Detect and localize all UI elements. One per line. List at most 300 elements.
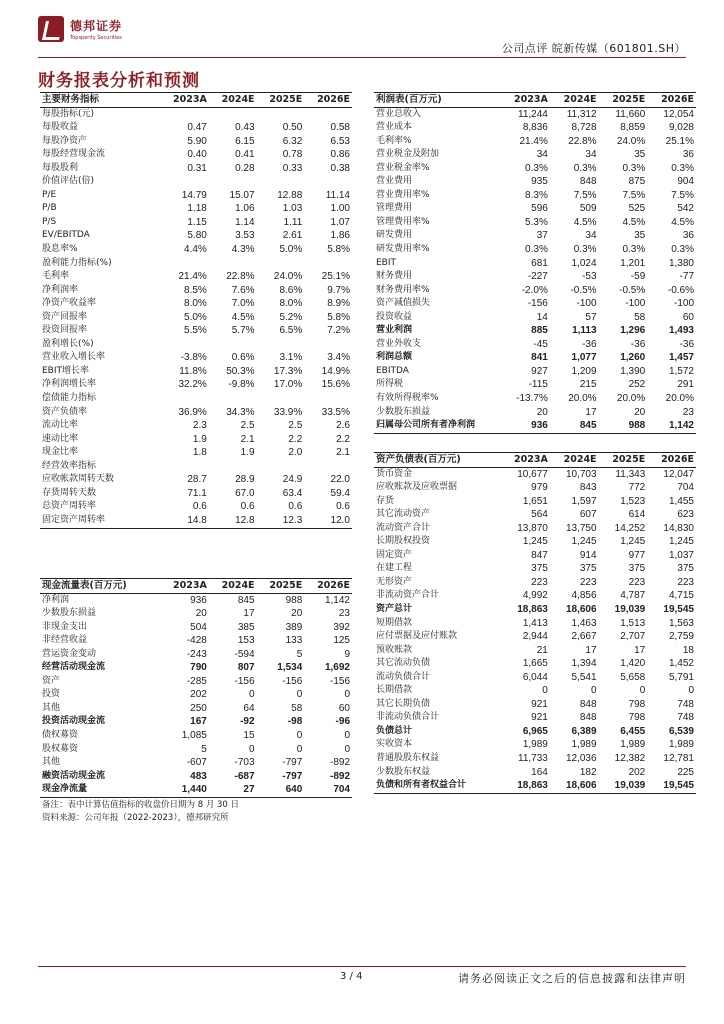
year-header: 2026E [304, 93, 352, 108]
row-value: -115 [528, 379, 548, 391]
table-row [374, 229, 696, 243]
row-value [304, 107, 352, 121]
row-value: 0 [639, 685, 646, 697]
row-value: 1,390 [620, 365, 646, 377]
table-row [40, 311, 352, 325]
row-value: -243 [186, 648, 207, 660]
row-value: 0.40 [187, 149, 207, 161]
row-value: 71.1 [187, 487, 207, 499]
row-value: 24.0% [616, 135, 646, 147]
table-row [374, 535, 696, 549]
row-value: 935 [531, 176, 548, 188]
row-value: 1,563 [668, 617, 694, 629]
table-row [40, 135, 352, 149]
report-type-and-ticker: 公司点评 皖新传媒（601801.SH） [501, 42, 686, 55]
row-value [257, 257, 305, 271]
row-value: 1,692 [324, 662, 350, 674]
row-value: 8,836 [522, 122, 548, 134]
row-value: 6.53 [330, 135, 350, 147]
table-row [374, 603, 696, 617]
row-value: 1,085 [181, 730, 207, 742]
row-value: 0.38 [330, 162, 350, 174]
row-value: 11,312 [566, 108, 597, 120]
row-value: 0.6 [336, 501, 350, 513]
row-label: 其它流动资产 [376, 509, 431, 520]
table-row [374, 378, 696, 392]
year-header: 2024E [550, 453, 599, 468]
year-header: 2025E [257, 93, 305, 108]
row-label: 普通股股东权益 [376, 753, 440, 764]
table-row [40, 351, 352, 365]
row-label: 存货 [376, 495, 395, 506]
row-value: 17.3% [273, 365, 303, 377]
row-value: 153 [237, 635, 255, 647]
row-value: -36 [630, 338, 646, 350]
row-label: 经营效率指标 [42, 460, 97, 471]
table-row [374, 562, 696, 576]
row-value: 36 [682, 149, 694, 161]
table-row [374, 216, 696, 230]
row-value: 1.14 [235, 216, 255, 228]
table-row [40, 338, 352, 352]
table-row [40, 392, 352, 406]
row-label: 短期借款 [376, 617, 413, 628]
table-row [40, 487, 352, 501]
row-value [209, 257, 257, 271]
row-value: 1.9 [240, 447, 255, 459]
row-value: 6.15 [235, 135, 255, 147]
row-value: -0.5% [570, 284, 597, 296]
row-value: 6,389 [571, 725, 597, 737]
row-label: 盈利增长(%) [42, 338, 94, 349]
row-value: 8,859 [620, 122, 646, 134]
row-value [304, 392, 352, 406]
row-value: 375 [531, 563, 548, 575]
row-value [304, 338, 352, 352]
table-row [374, 671, 696, 685]
row-value: 1,142 [668, 420, 694, 432]
row-value: 64 [243, 702, 255, 714]
valuation-note: 备注：表中计算估值指标的收盘价日期为 8 月 30 日 [42, 800, 240, 810]
table-row [374, 752, 696, 766]
row-value: 607 [579, 509, 597, 521]
row-value: 2,759 [668, 631, 694, 643]
row-label: 每股指标(元) [42, 108, 95, 119]
row-value: 0 [296, 730, 303, 742]
table-row [374, 630, 696, 644]
row-label: 固定资产 [376, 549, 413, 560]
row-label: 净利润 [42, 594, 70, 605]
row-value: 21.4% [178, 271, 207, 283]
table-row [40, 378, 352, 392]
row-value: 1,245 [522, 536, 548, 548]
row-value: 0 [344, 689, 350, 701]
row-value: 914 [579, 549, 597, 561]
row-value: 921 [531, 698, 548, 710]
row-value: 2.5 [288, 420, 303, 432]
row-value: 60 [682, 311, 694, 323]
row-value: 2,707 [620, 631, 646, 643]
row-value: 11,660 [615, 108, 646, 120]
row-label: 非现金支出 [42, 621, 88, 632]
row-value: 1,296 [620, 325, 646, 337]
row-value: 1,989 [571, 739, 597, 751]
row-label: 融资活动现金流 [42, 770, 106, 781]
row-value: 1,665 [522, 658, 548, 670]
row-value: 4.3% [231, 244, 255, 256]
row-value: 125 [333, 635, 350, 647]
table-row [40, 202, 352, 216]
table-row [40, 607, 352, 621]
table-row [374, 467, 696, 481]
row-value: 223 [677, 576, 694, 588]
row-value: 37 [536, 230, 548, 242]
row-value: 3.53 [235, 230, 255, 242]
row-value: 22.8% [568, 135, 597, 147]
table-row [40, 433, 352, 447]
row-label: EBITDA [376, 365, 409, 376]
row-value: 509 [579, 203, 597, 215]
row-value: 7.5% [671, 189, 694, 201]
table-row [40, 121, 352, 135]
row-label: 长期借款 [376, 685, 413, 696]
row-value: 748 [677, 712, 694, 724]
row-label: 每股收益 [42, 122, 79, 133]
row-label: 投资 [42, 689, 61, 700]
row-value: 5 [201, 743, 207, 755]
row-value: 375 [579, 563, 597, 575]
row-value [209, 392, 257, 406]
row-value: 0.47 [187, 122, 207, 134]
row-value: 167 [190, 716, 207, 728]
row-value: 904 [677, 176, 694, 188]
row-value: -2.0% [521, 284, 548, 296]
row-label: EBIT [376, 257, 397, 268]
row-value: 215 [579, 379, 597, 391]
table-row [374, 406, 696, 420]
row-label: 非经营收益 [42, 635, 88, 646]
row-value: 0 [542, 685, 548, 697]
table-header-label: 资产负债表(百万元) [374, 453, 500, 468]
row-value: -98 [287, 716, 303, 728]
row-value: -3.8% [180, 352, 207, 364]
row-value: 385 [237, 621, 255, 633]
year-header: 2025E [599, 453, 648, 468]
data-source: 资料来源：公司年报（2022-2023），德邦研究所 [42, 813, 229, 823]
row-label: 现金比率 [42, 447, 79, 458]
row-value: 20 [195, 608, 207, 620]
row-value: 35 [634, 230, 646, 242]
row-value: 0 [296, 743, 303, 755]
row-label: 现金净流量 [42, 784, 88, 795]
row-value: 12,047 [663, 468, 694, 480]
row-label: 总资产周转率 [42, 501, 97, 512]
row-value: 0 [248, 743, 255, 755]
row-value: 17 [585, 644, 597, 656]
table-row [40, 162, 352, 176]
row-value [257, 392, 305, 406]
row-value: 223 [531, 576, 548, 588]
row-value [160, 257, 209, 271]
row-value: 1.8 [192, 447, 207, 459]
row-value: -45 [533, 338, 548, 350]
row-value: 11.14 [325, 189, 350, 201]
row-value: 6,965 [522, 725, 548, 737]
table-row [374, 162, 696, 176]
row-label: 价值评估(倍) [42, 176, 95, 187]
row-value: 14.79 [181, 189, 207, 201]
row-value: 57 [585, 311, 597, 323]
row-value: 4,992 [522, 590, 548, 602]
table-row [374, 270, 696, 284]
row-value: 6,455 [620, 725, 646, 737]
row-value: 8.5% [184, 284, 207, 296]
row-value: 0.6% [231, 352, 255, 364]
row-value: 15 [243, 730, 255, 742]
row-value: 9.7% [327, 284, 350, 296]
row-value: 20 [536, 406, 548, 418]
row-value: 3.1% [279, 352, 303, 364]
row-value: 19,039 [614, 604, 646, 616]
row-value: -36 [582, 338, 597, 350]
row-value: 34 [585, 149, 597, 161]
key-indicators-table [40, 92, 352, 529]
table-row [40, 661, 352, 675]
cash-flow-table [40, 578, 352, 798]
row-value: 5,791 [668, 671, 694, 683]
row-value: 748 [677, 698, 694, 710]
year-header: 2024E [209, 93, 257, 108]
row-label: 其它长期负债 [376, 698, 431, 709]
table-row [374, 135, 696, 149]
row-label: 毛利率 [42, 271, 70, 282]
row-value: 848 [579, 712, 597, 724]
row-value: -100 [625, 298, 646, 310]
row-value: -53 [582, 271, 597, 283]
row-value: 1.07 [330, 216, 350, 228]
table-header-label: 主要财务指标 [40, 93, 160, 108]
row-label: 非流动资产合计 [376, 590, 440, 601]
row-value: 14,252 [614, 522, 646, 534]
row-value: 2.0 [288, 447, 303, 459]
row-value: 988 [285, 594, 303, 606]
table-row [40, 473, 352, 487]
row-value: 704 [333, 784, 350, 796]
row-value: 58 [634, 311, 646, 323]
table-row [374, 257, 696, 271]
table-row [40, 175, 352, 189]
row-value: -96 [335, 716, 350, 728]
row-value: 18 [682, 644, 694, 656]
row-value: 1,413 [522, 617, 548, 629]
row-value: 20 [291, 608, 303, 620]
row-value: 0 [296, 689, 303, 701]
row-value: 10,703 [565, 468, 597, 480]
row-value: -607 [186, 757, 207, 769]
row-value: 35 [634, 149, 646, 161]
table-row [40, 770, 352, 784]
table-row [40, 270, 352, 284]
row-value: -13.7% [516, 393, 548, 405]
row-value: 1,024 [571, 257, 597, 269]
row-value: -59 [630, 271, 646, 283]
table-row [374, 522, 696, 536]
logo-mark-icon [38, 16, 64, 42]
row-value: 0.3% [573, 244, 597, 256]
row-value: 1,440 [181, 784, 207, 796]
row-value: 5 [296, 648, 303, 660]
row-value: 7.0% [231, 298, 255, 310]
row-label: 资产回报率 [42, 311, 88, 322]
row-label: 无形资产 [376, 576, 413, 587]
row-value: -428 [186, 635, 207, 647]
year-header: 2025E [599, 93, 648, 108]
row-value: -156 [527, 298, 548, 310]
row-label: 营业税金及附加 [376, 149, 440, 160]
row-value: 22.8% [226, 271, 255, 283]
row-value: 20 [634, 406, 646, 418]
table-row [374, 698, 696, 712]
row-value: 14.8 [187, 514, 207, 526]
row-value: 0.33 [282, 162, 303, 174]
row-value: 18,863 [517, 604, 548, 616]
row-value: -892 [329, 770, 350, 782]
table-row [40, 688, 352, 702]
table-row [40, 500, 352, 514]
row-value: 8.3% [525, 189, 548, 201]
row-value: 6.32 [282, 135, 303, 147]
row-value: 2.3 [192, 420, 207, 432]
row-value: -156 [282, 675, 303, 687]
row-value: 34 [536, 149, 548, 161]
row-value [304, 175, 352, 189]
row-value: -156 [234, 675, 255, 687]
row-label: 长期股权投资 [376, 536, 431, 547]
row-value: 2.5 [240, 420, 255, 432]
table-row [40, 783, 352, 797]
row-value: -797 [282, 770, 303, 782]
row-value: 12,382 [614, 753, 646, 765]
row-label: 应付票据及应付账款 [376, 631, 458, 642]
table-row [374, 121, 696, 135]
row-value: 58 [291, 702, 303, 714]
row-value: 2.1 [240, 433, 255, 445]
row-value: 988 [628, 420, 646, 432]
row-value: -100 [576, 298, 597, 310]
row-value: 21 [536, 644, 548, 656]
table-row [374, 766, 696, 780]
table-row [40, 406, 352, 420]
table-row [40, 189, 352, 203]
row-value [257, 175, 305, 189]
table-row [40, 446, 352, 460]
row-value: 19,545 [663, 780, 694, 792]
row-value: 1.11 [283, 216, 303, 228]
row-value: 807 [237, 662, 255, 674]
row-value [160, 175, 209, 189]
row-value: 5.5% [184, 325, 207, 337]
row-label: 营业费用 [376, 176, 413, 187]
table-row [374, 365, 696, 379]
table-row [40, 107, 352, 121]
row-value: 59.4 [330, 487, 350, 499]
table-row [40, 324, 352, 338]
row-label: 营业总收入 [376, 108, 422, 119]
logo-name-en: Topsperity Securities [70, 35, 122, 41]
row-value: 13,750 [565, 522, 597, 534]
table-row [40, 634, 352, 648]
row-value: 291 [677, 379, 694, 391]
row-value: 5.8% [327, 311, 350, 323]
table-row [40, 365, 352, 379]
row-value [257, 107, 305, 121]
row-label: 债权募资 [42, 730, 79, 741]
row-value: 704 [677, 482, 694, 494]
row-value: 936 [531, 420, 548, 432]
table-row [374, 481, 696, 495]
row-value: 1,245 [620, 536, 646, 548]
row-value: 4.4% [184, 244, 207, 256]
row-value: 1,077 [571, 352, 597, 364]
table-row [40, 460, 352, 474]
row-value: 34 [585, 230, 597, 242]
row-label: 每股净资产 [42, 135, 88, 146]
row-label: 资产减值损失 [376, 298, 431, 309]
row-value: 164 [531, 766, 548, 778]
row-value: 60 [338, 702, 350, 714]
row-value [257, 338, 305, 352]
row-value: 1,037 [668, 549, 694, 561]
row-label: 毛利率% [376, 135, 412, 146]
row-value: 0.3% [573, 162, 597, 174]
row-value: 845 [579, 420, 597, 432]
table-row [374, 549, 696, 563]
row-value: 15.6% [321, 379, 350, 391]
row-value: 2.6 [336, 420, 350, 432]
row-value: 9,028 [668, 122, 694, 134]
row-label: 净利润增长率 [42, 379, 97, 390]
row-value: 22.0 [330, 474, 350, 486]
row-value: 1,463 [571, 617, 597, 629]
table-row [40, 284, 352, 298]
table-row [374, 392, 696, 406]
row-value [160, 107, 209, 121]
table-row [40, 715, 352, 729]
row-label: 营运资金变动 [42, 648, 97, 659]
row-value: 12.88 [277, 189, 303, 201]
row-value: 1,989 [620, 739, 646, 751]
table-row [374, 779, 696, 793]
table-row [374, 175, 696, 189]
table-row [40, 419, 352, 433]
row-value: 223 [628, 576, 646, 588]
row-value: 133 [285, 635, 303, 647]
row-label: 速动比率 [42, 433, 79, 444]
row-value: 9 [344, 648, 350, 660]
table-row [374, 351, 696, 365]
row-value: 483 [190, 770, 207, 782]
table-row [374, 284, 696, 298]
row-value: 1.18 [187, 203, 207, 215]
row-value: 848 [579, 698, 597, 710]
row-value: 36 [682, 230, 694, 242]
row-value: 67.0 [235, 487, 255, 499]
row-value: 979 [531, 482, 548, 494]
row-value: 0 [590, 685, 597, 697]
row-value: 0.58 [330, 122, 350, 134]
row-value: 848 [579, 176, 597, 188]
row-value: 63.4 [282, 487, 303, 499]
